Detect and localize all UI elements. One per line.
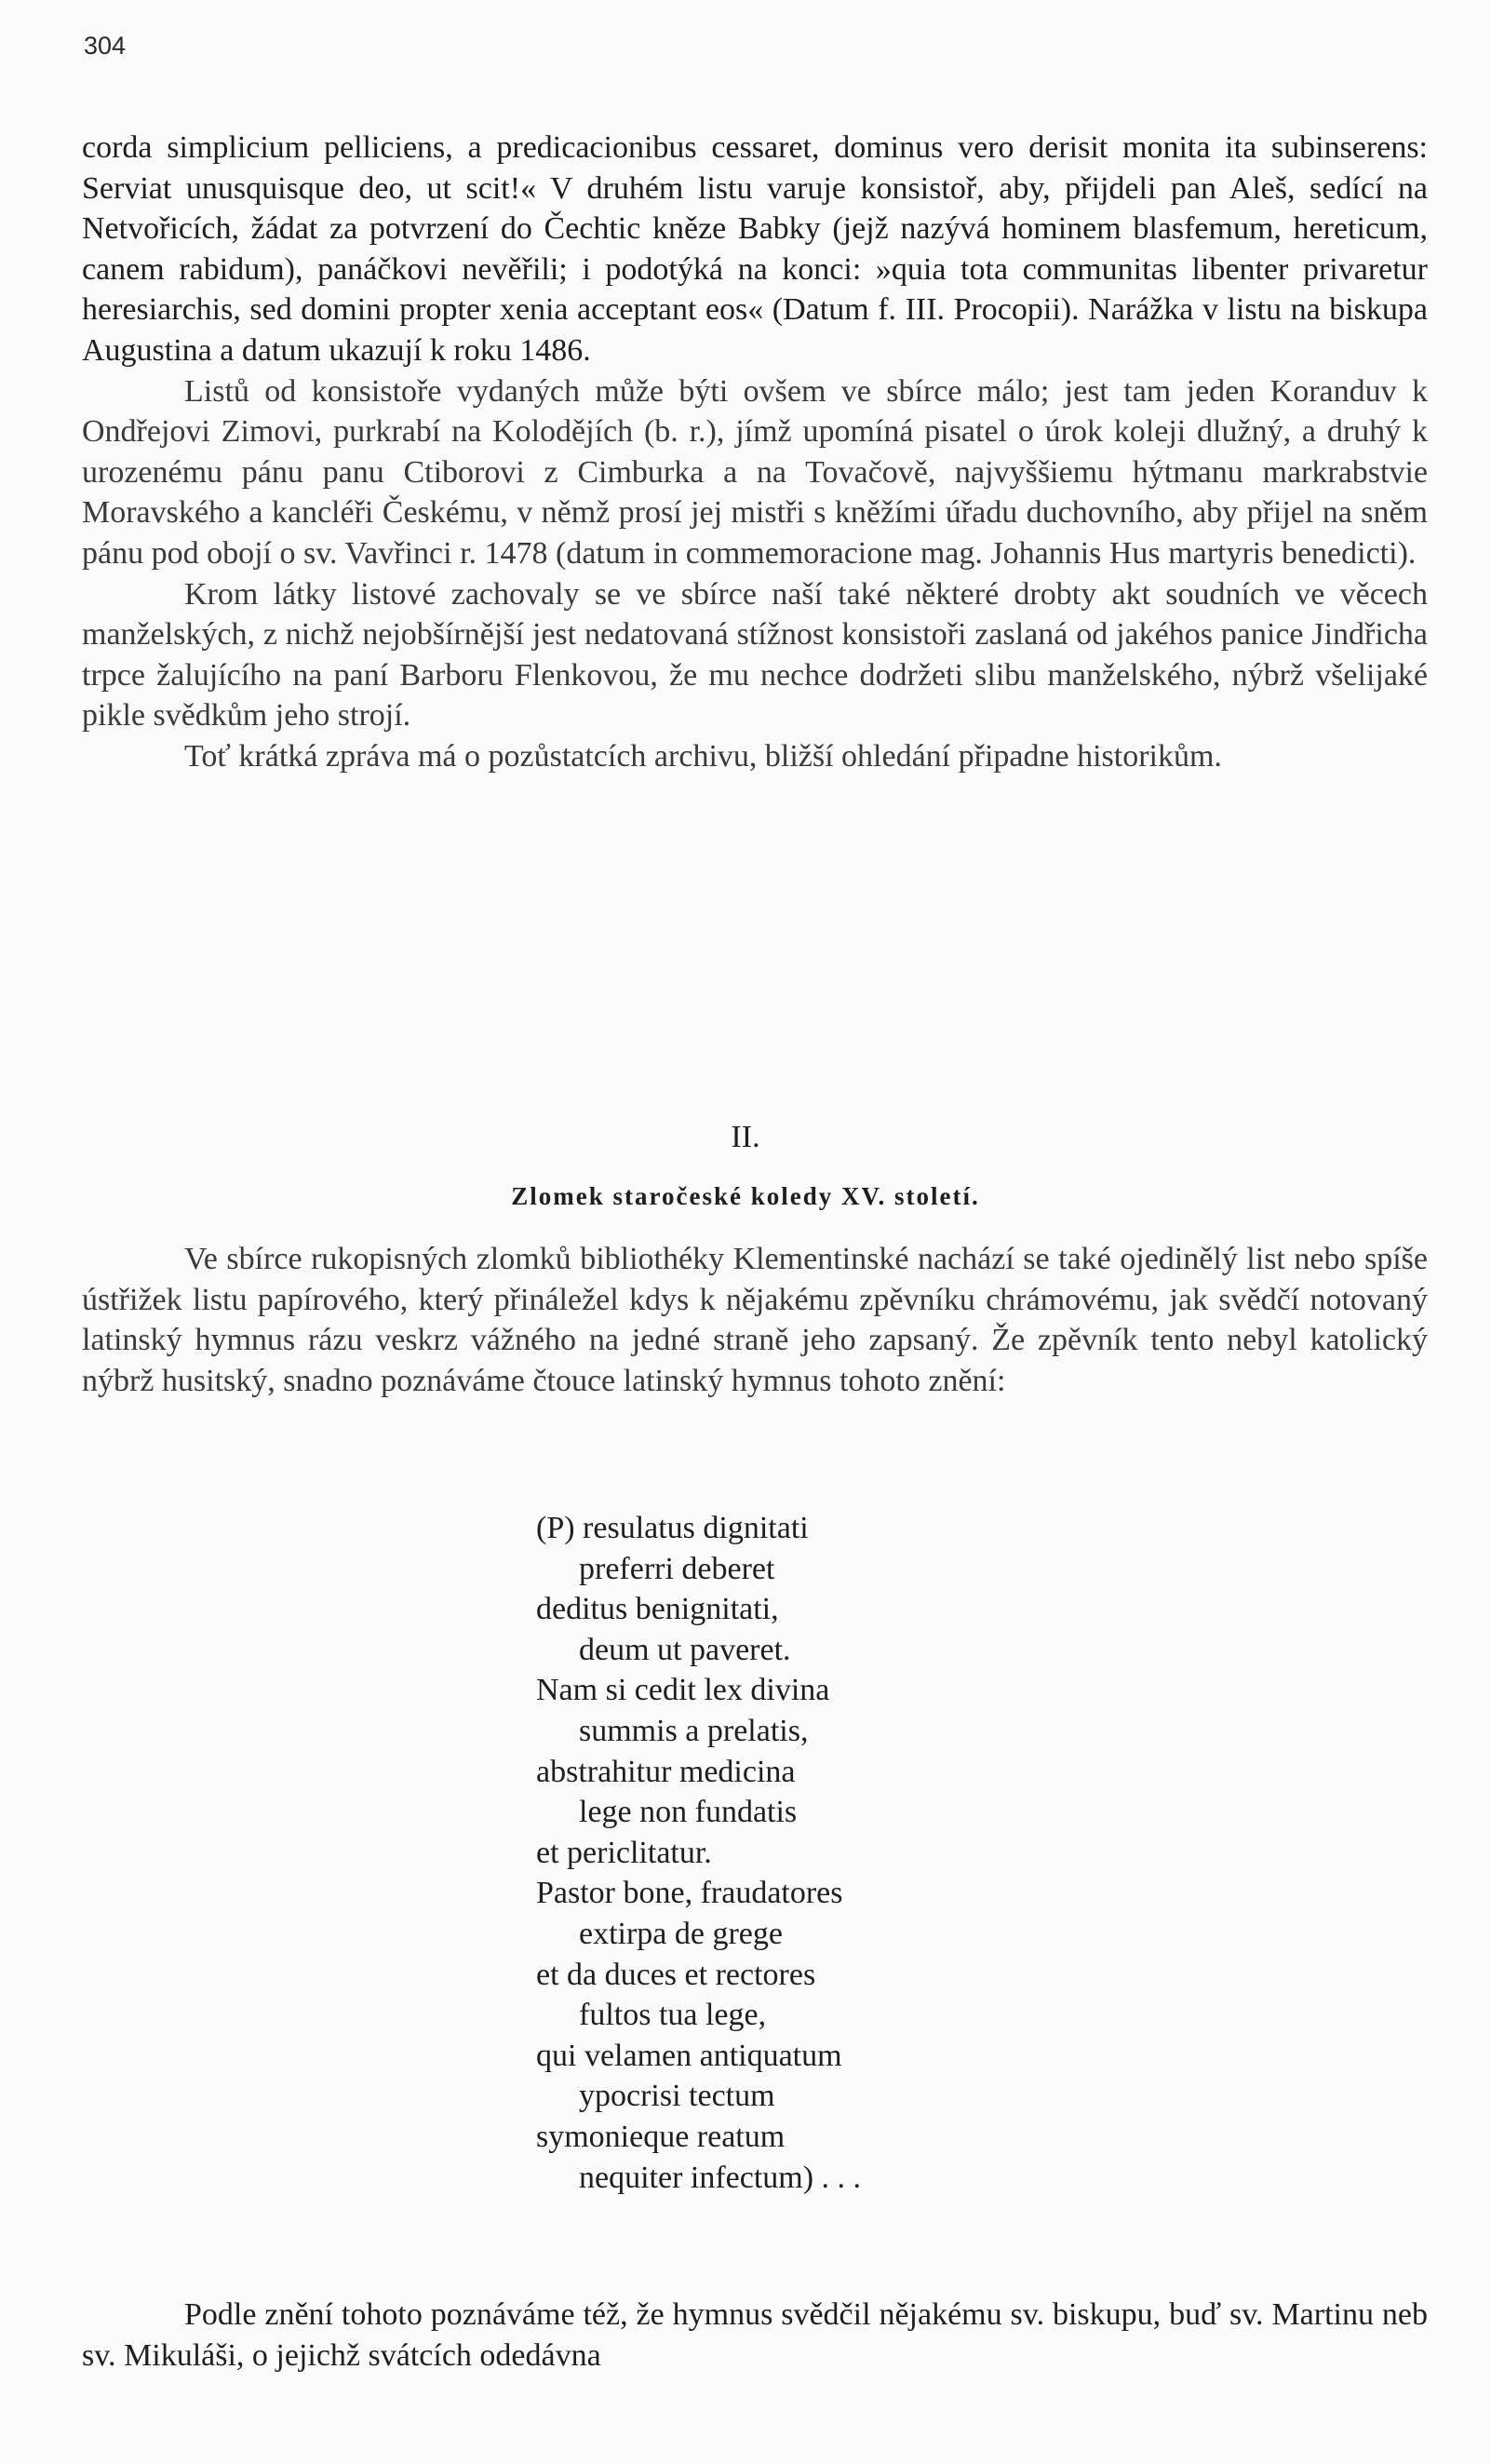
verse-line: nequiter infectum) . . . (579, 2160, 862, 2195)
body-text-top (82, 128, 1428, 777)
page-number: 304 (84, 32, 127, 60)
verse-line: extirpa de grege (579, 1916, 783, 1951)
verse-line: abstrahitur medicina (536, 1754, 796, 1789)
verse-line: et da duces et rectores (536, 1957, 816, 1992)
verse-line: (P) resulatus dignitati (536, 1511, 809, 1545)
verse-line: Pastor bone, fraudatores (536, 1876, 843, 1911)
body-text-bottom (82, 2295, 1428, 2376)
verse-line: preferri deberet (579, 1551, 775, 1586)
verse-line: summis a prelatis, (579, 1713, 809, 1748)
paragraph: Krom látky listové zachovaly se ve sbírce naší také některé drobty akt soudních ve věcech manželských, z nichž nejobšírnější jest nedatovaná stížnost konsistoři zaslaná od jakéhos panice Jindřicha trpce žalujícího na paní Barboru Flenkovou, že mu nechce dodržeti slibu manželského, nýbrž všelijaké pikle svědkům jeho strojí. (82, 576, 1428, 734)
paragraph: Ve sbírce rukopisných zlomků bibliothéky Klementinské nachází se také ojedinělý list nebo spíše ústřižek listu papírového, který přináležel kdys k nějakému zpěvníku chrámovému, jak svědčí notovaný latinský hymnus rázu veskrz vážného na jedné straně jeho zapsaný. Že zpěvník tento nebyl katolický nýbrž husitský, snadno poznáváme čtouce latinský hymnus tohoto znění: (82, 1242, 1428, 1398)
verse-line: Nam si cedit lex divina (536, 1673, 830, 1708)
body-text-intro (82, 1239, 1428, 1401)
verse-line: et periclitatur. (536, 1835, 712, 1870)
section-number: II. (731, 1120, 760, 1154)
paragraph: Toť krátká zpráva má o pozůstatcích archivu, bližší ohledání připadne historikům. (184, 738, 1222, 774)
verse-line: qui velamen antiquatum (536, 2038, 842, 2073)
verse-line: fultos tua lege, (579, 1998, 767, 2033)
section-title: Zlomek staročeské koledy XV. století. (511, 1182, 980, 1210)
paragraph: corda simplicium pelliciens, a predicacionibus cessaret, dominus vero derisit monita ita subinserens: Serviat unusquisque deo, ut scit!« V druhém listu varuje konsistoř, aby, přijdeli pan Aleš, sedící na Netvořicích, žádat za potvrzení do Čechtic kněze Babky (jejž nazývá hominem blasfemum, hereticum, canem rabidum), panáčkovi nevěřili; i podotýká na konci: »quia tota communitas libenter privaretur heresiarchis, sed domini propter xenia acceptant eos« (Datum f. III. Procopii). Narážka v listu na biskupa Augustina a datum ukazují k roku 1486. (82, 130, 1428, 368)
hymn-verse (536, 1508, 861, 2198)
verse-line: symonieque reatum (536, 2119, 786, 2154)
verse-line: deditus benignitati, (536, 1592, 779, 1627)
verse-line: deum ut paveret. (579, 1632, 791, 1667)
paragraph: Listů od konsistoře vydaných může býti ovšem ve sbírce málo; jest tam jeden Koranduv k Ondřejovi Zimovi, purkrabí na Kolodějích (b. r.), jímž upomíná pisatel o úrok koleji dlužný, a druhý k urozenému pánu panu Ctiborovi z Cimburka a na Tovačově, najvyššiemu hýtmanu markrabstvie Moravského a kancléři Českému, v němž prosí jej mistři s kněžími úřadu duchovního, aby přijel na sněm pánu pod obojí o sv. Vavřinci r. 1478 (datum in commemoracione mag. Johannis Hus martyris benedicti). (82, 373, 1428, 571)
paragraph: Podle znění tohoto poznáváme též, že hymnus svědčil nějakému sv. biskupu, buď sv. Martinu neb sv. Mikuláši, o jejichž svátcích odedávna (82, 2297, 1428, 2373)
verse-line: ypocrisi tectum (579, 2079, 775, 2114)
verse-line: lege non fundatis (579, 1795, 798, 1830)
